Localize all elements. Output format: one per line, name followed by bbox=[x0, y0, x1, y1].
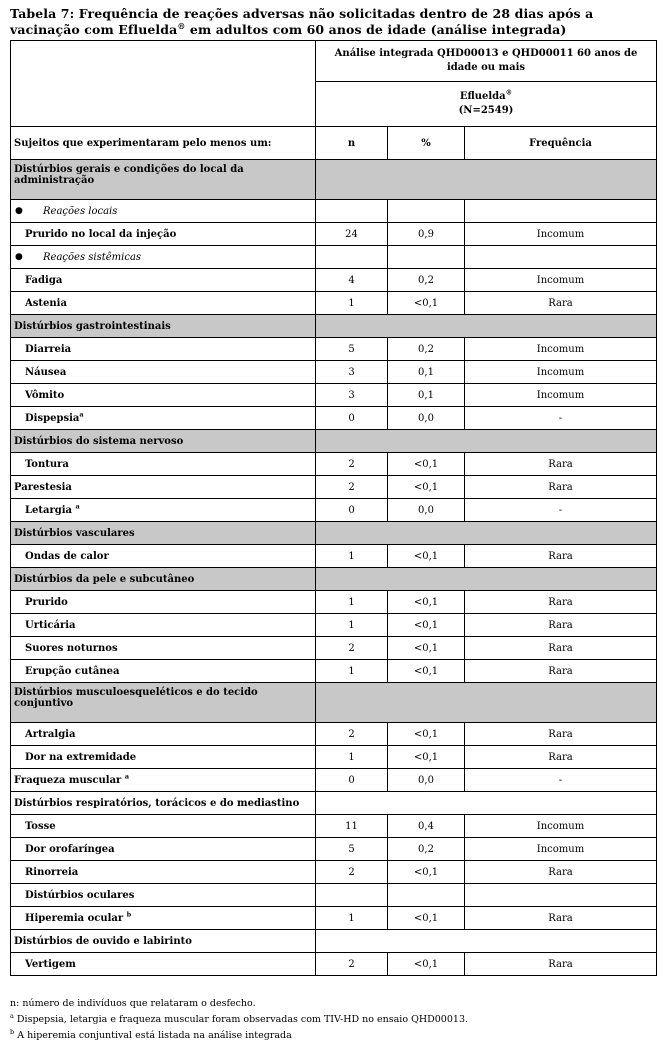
table-caption: Tabela 7: Frequência de reações adversas não solicitadas dentro de 28 dias após a vacinação com Efluelda® em adultos com 60 anos de idade (análise integrada) bbox=[10, 6, 594, 37]
count-cell: 2 bbox=[316, 476, 388, 499]
adverse-reactions-table bbox=[10, 40, 657, 976]
frequency-cell: Rara bbox=[465, 746, 657, 769]
section-label: Distúrbios gerais e condições do local da administração bbox=[11, 160, 316, 200]
frequency-cell: - bbox=[465, 769, 657, 792]
table-row bbox=[11, 746, 657, 769]
frequency-cell: Incomum bbox=[465, 815, 657, 838]
count-cell: 3 bbox=[316, 384, 388, 407]
table-row bbox=[11, 660, 657, 683]
empty-cell bbox=[388, 246, 465, 269]
table-row bbox=[11, 476, 657, 499]
count-cell: 2 bbox=[316, 453, 388, 476]
section-row bbox=[11, 568, 657, 591]
table-row bbox=[11, 223, 657, 246]
footnotes bbox=[10, 996, 468, 1044]
count-cell: 1 bbox=[316, 545, 388, 568]
table-row bbox=[11, 545, 657, 568]
percent-cell: 0,9 bbox=[388, 223, 465, 246]
percent-cell: <0,1 bbox=[388, 907, 465, 930]
reaction-label: Erupção cutânea bbox=[11, 660, 316, 683]
header-product: Efluelda® (N=2549) bbox=[316, 82, 657, 127]
percent-cell: <0,1 bbox=[388, 614, 465, 637]
section-empty bbox=[316, 792, 657, 815]
subgroup-row bbox=[11, 246, 657, 269]
footnote-b: $^b$ A hiperemia conjuntival está listada na análise integrada bbox=[10, 1027, 292, 1041]
column-header-frequency: Frequência bbox=[465, 127, 657, 160]
section-label: Distúrbios vasculares bbox=[11, 522, 316, 545]
table-row bbox=[11, 453, 657, 476]
percent-cell: 0,0 bbox=[388, 407, 465, 430]
section-row bbox=[11, 930, 657, 953]
count-cell: 1 bbox=[316, 746, 388, 769]
frequency-cell: Incomum bbox=[465, 269, 657, 292]
table-row bbox=[11, 384, 657, 407]
footnote-n: n: número de indivíduos que relataram o desfecho. bbox=[10, 998, 256, 1009]
reaction-label: Náusea bbox=[11, 361, 316, 384]
empty-cell bbox=[316, 200, 388, 223]
percent-cell bbox=[388, 884, 465, 907]
header-analysis: Análise integrada QHD00013 e QHD00011 60 anos de idade ou mais bbox=[316, 41, 657, 82]
percent-cell: 0,2 bbox=[388, 338, 465, 361]
reaction-label: Dor na extremidade bbox=[11, 746, 316, 769]
reaction-label: Vertigem bbox=[11, 953, 316, 976]
table-row bbox=[11, 815, 657, 838]
percent-cell: <0,1 bbox=[388, 660, 465, 683]
count-cell bbox=[316, 884, 388, 907]
subgroup-row bbox=[11, 200, 657, 223]
count-cell: 1 bbox=[316, 660, 388, 683]
section-row bbox=[11, 792, 657, 815]
reaction-label: Diarreia bbox=[11, 338, 316, 361]
frequency-cell: Rara bbox=[465, 476, 657, 499]
section-row bbox=[11, 160, 657, 200]
count-cell: 0 bbox=[316, 407, 388, 430]
frequency-cell bbox=[465, 884, 657, 907]
section-empty bbox=[316, 315, 657, 338]
reaction-label: Parestesia bbox=[11, 476, 316, 499]
table-row bbox=[11, 769, 657, 792]
percent-cell: 0,1 bbox=[388, 361, 465, 384]
percent-cell: <0,1 bbox=[388, 453, 465, 476]
percent-cell: 0,0 bbox=[388, 769, 465, 792]
section-label: Distúrbios da pele e subcutâneo bbox=[11, 568, 316, 591]
frequency-cell: Rara bbox=[465, 591, 657, 614]
column-header-row bbox=[11, 127, 657, 160]
frequency-cell: Rara bbox=[465, 660, 657, 683]
count-cell: 24 bbox=[316, 223, 388, 246]
reaction-label: Rinorreia bbox=[11, 861, 316, 884]
reaction-label: Astenia bbox=[11, 292, 316, 315]
percent-cell: <0,1 bbox=[388, 723, 465, 746]
percent-cell: <0,1 bbox=[388, 953, 465, 976]
reaction-label: Vômito bbox=[11, 384, 316, 407]
frequency-cell: Rara bbox=[465, 614, 657, 637]
empty-cell bbox=[316, 246, 388, 269]
count-cell: 11 bbox=[316, 815, 388, 838]
count-cell: 1 bbox=[316, 614, 388, 637]
count-cell: 1 bbox=[316, 591, 388, 614]
percent-cell: <0,1 bbox=[388, 292, 465, 315]
table-row bbox=[11, 838, 657, 861]
bullet-icon: ● bbox=[15, 252, 23, 262]
column-header-subjects: Sujeitos que experimentaram pelo menos um: bbox=[11, 127, 316, 160]
percent-cell: <0,1 bbox=[388, 637, 465, 660]
count-cell: 0 bbox=[316, 499, 388, 522]
count-cell: 5 bbox=[316, 338, 388, 361]
header-row-analysis bbox=[11, 41, 657, 82]
section-empty bbox=[316, 430, 657, 453]
section-label: Distúrbios de ouvido e labirinto bbox=[11, 930, 316, 953]
table-row bbox=[11, 637, 657, 660]
table-row bbox=[11, 361, 657, 384]
section-row bbox=[11, 683, 657, 723]
frequency-cell: Incomum bbox=[465, 384, 657, 407]
frequency-cell: Rara bbox=[465, 861, 657, 884]
reaction-label: Letargia $^a$ bbox=[11, 499, 316, 522]
count-cell: 5 bbox=[316, 838, 388, 861]
table-row bbox=[11, 614, 657, 637]
reaction-label: Artralgia bbox=[11, 723, 316, 746]
empty-cell bbox=[465, 246, 657, 269]
percent-cell: 0,2 bbox=[388, 838, 465, 861]
percent-cell: 0,4 bbox=[388, 815, 465, 838]
reaction-label: Fadiga bbox=[11, 269, 316, 292]
percent-cell: <0,1 bbox=[388, 591, 465, 614]
reaction-label: Prurido bbox=[11, 591, 316, 614]
frequency-cell: Incomum bbox=[465, 361, 657, 384]
count-cell: 2 bbox=[316, 861, 388, 884]
frequency-cell: Incomum bbox=[465, 338, 657, 361]
table-row bbox=[11, 591, 657, 614]
reaction-label: Fraqueza muscular $^a$ bbox=[11, 769, 316, 792]
frequency-cell: Incomum bbox=[465, 223, 657, 246]
percent-cell: <0,1 bbox=[388, 545, 465, 568]
frequency-cell: Rara bbox=[465, 953, 657, 976]
count-cell: 2 bbox=[316, 723, 388, 746]
empty-cell bbox=[465, 200, 657, 223]
table-row bbox=[11, 499, 657, 522]
reaction-label: Tosse bbox=[11, 815, 316, 838]
reaction-label: Prurido no local da injeção bbox=[11, 223, 316, 246]
table-row bbox=[11, 907, 657, 930]
frequency-cell: Rara bbox=[465, 292, 657, 315]
table-row bbox=[11, 407, 657, 430]
subgroup-label: ● Reações sistêmicas bbox=[11, 246, 316, 269]
table-row bbox=[11, 338, 657, 361]
frequency-cell: Rara bbox=[465, 545, 657, 568]
reaction-label: Tontura bbox=[11, 453, 316, 476]
frequency-cell: - bbox=[465, 499, 657, 522]
count-cell: 3 bbox=[316, 361, 388, 384]
percent-cell: 0,2 bbox=[388, 269, 465, 292]
table-row bbox=[11, 723, 657, 746]
frequency-cell: Rara bbox=[465, 907, 657, 930]
count-cell: 1 bbox=[316, 907, 388, 930]
section-empty bbox=[316, 160, 657, 200]
section-label: Distúrbios respiratórios, torácicos e do mediastino bbox=[11, 792, 316, 815]
section-label: Distúrbios gastrointestinais bbox=[11, 315, 316, 338]
section-label: Distúrbios musculoesqueléticos e do tecido conjuntivo bbox=[11, 683, 316, 723]
frequency-cell: Rara bbox=[465, 723, 657, 746]
table-row bbox=[11, 269, 657, 292]
reaction-label: Dor orofaríngea bbox=[11, 838, 316, 861]
section-row bbox=[11, 430, 657, 453]
footnote-a: $^a$ Dispepsia, letargia e fraqueza muscular foram observadas com TIV-HD no ensaio QHD00013. bbox=[10, 1011, 469, 1025]
column-header-pct: % bbox=[388, 127, 465, 160]
frequency-cell: - bbox=[465, 407, 657, 430]
section-row bbox=[11, 522, 657, 545]
count-cell: 4 bbox=[316, 269, 388, 292]
reaction-label: Urticária bbox=[11, 614, 316, 637]
empty-cell bbox=[388, 200, 465, 223]
frequency-cell: Incomum bbox=[465, 838, 657, 861]
column-header-n: n bbox=[316, 127, 388, 160]
reaction-label: Hiperemia ocular $^b$ bbox=[11, 907, 316, 930]
percent-cell: 0,0 bbox=[388, 499, 465, 522]
header-empty-cell bbox=[11, 41, 316, 127]
bullet-icon: ● bbox=[15, 206, 23, 216]
table-row bbox=[11, 884, 657, 907]
table-row bbox=[11, 953, 657, 976]
section-empty bbox=[316, 683, 657, 723]
count-cell: 2 bbox=[316, 637, 388, 660]
percent-cell: <0,1 bbox=[388, 746, 465, 769]
section-empty bbox=[316, 930, 657, 953]
section-row bbox=[11, 315, 657, 338]
subgroup-label: ● Reações locais bbox=[11, 200, 316, 223]
reaction-label: Dispepsia$^a$ bbox=[11, 407, 316, 430]
table-row bbox=[11, 861, 657, 884]
frequency-cell: Rara bbox=[465, 453, 657, 476]
count-cell: 2 bbox=[316, 953, 388, 976]
reaction-label: Suores noturnos bbox=[11, 637, 316, 660]
table-row bbox=[11, 292, 657, 315]
percent-cell: <0,1 bbox=[388, 861, 465, 884]
frequency-cell: Rara bbox=[465, 637, 657, 660]
section-empty bbox=[316, 522, 657, 545]
count-cell: 1 bbox=[316, 292, 388, 315]
reaction-label: Ondas de calor bbox=[11, 545, 316, 568]
count-cell: 0 bbox=[316, 769, 388, 792]
reaction-label: Distúrbios oculares bbox=[11, 884, 316, 907]
percent-cell: 0,1 bbox=[388, 384, 465, 407]
section-empty bbox=[316, 568, 657, 591]
percent-cell: <0,1 bbox=[388, 476, 465, 499]
section-label: Distúrbios do sistema nervoso bbox=[11, 430, 316, 453]
